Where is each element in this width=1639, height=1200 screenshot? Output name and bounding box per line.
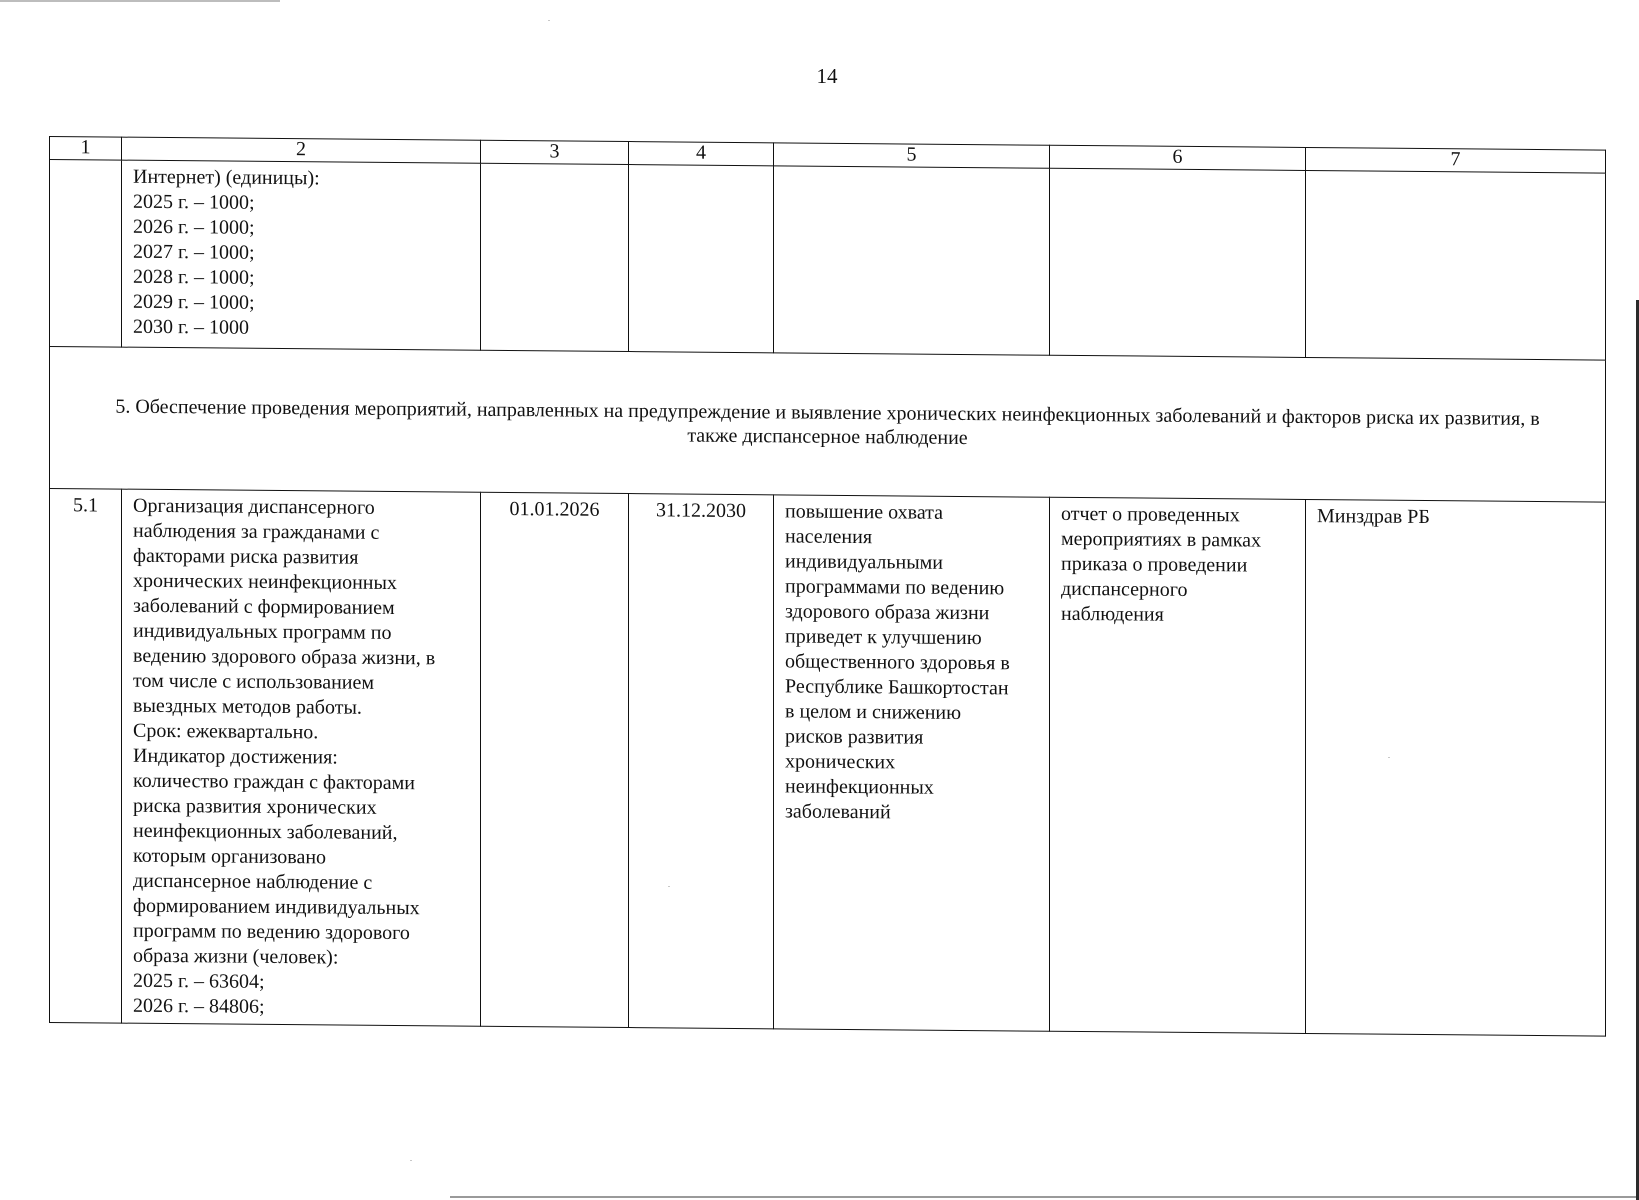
continuation-cell-result	[774, 166, 1050, 355]
continuation-cell-start	[481, 163, 629, 351]
start-date: 01.01.2026	[509, 498, 600, 521]
column-header: 3	[481, 140, 629, 164]
section-heading: 5. Обеспечение проведения мероприятий, направленных на предупреждение и выявление хронических неинфекционных заболеваний и факторов риска их развития, в также диспансерное наблюдение	[50, 347, 1606, 503]
section-heading-row	[50, 347, 1606, 503]
scan-edge-bottom	[450, 1196, 1639, 1198]
continuation-row	[50, 160, 1606, 361]
end-date: 31.12.2030	[656, 499, 746, 523]
plan-table	[49, 136, 1606, 1037]
column-header: 2	[122, 137, 481, 163]
end-date-cell	[629, 494, 774, 1029]
continuation-cell-number	[50, 160, 122, 348]
expected-result-cell	[774, 495, 1050, 1031]
column-header: 5	[774, 143, 1050, 168]
expected-result: повышение охвата населения индивидуальными программами по ведению здорового образа жизни приведет к улучшению общественного здоровья в Республике Башкортостан в целом и снижению рисков развития хронических неинфекционных заболеваний	[785, 500, 1010, 824]
row-number: 5.1	[73, 494, 98, 517]
report-form-cell	[1050, 497, 1306, 1033]
responsible-cell	[1306, 499, 1606, 1036]
report-form: отчет о проведенных мероприятиях в рамках приказа о проведении диспансерного наблюдения	[1061, 502, 1262, 626]
continuation-cell-report	[1050, 168, 1306, 357]
column-header: 6	[1050, 145, 1306, 170]
continuation-cell-responsible	[1306, 170, 1606, 360]
responsible-executor: Минздрав РБ	[1317, 505, 1430, 529]
continuation-cell-end	[629, 165, 774, 353]
scan-edge-top	[0, 0, 280, 2]
column-header: 1	[50, 137, 122, 161]
continuation-cell-description: Интернет) (единицы): 2025 г. – 1000; 2026 г. – 1000; 2027 г. – 1000; 2028 г. – 1000; 2029 г. – 1000; 2030 г. – 1000	[122, 160, 481, 350]
page-number: 14	[816, 64, 838, 88]
description-cell	[122, 489, 481, 1026]
column-header: 7	[1306, 147, 1606, 173]
scan-speck	[548, 20, 550, 21]
table-row	[50, 489, 1606, 1037]
start-date-cell	[481, 492, 629, 1027]
row-description: Организация диспансерного наблюдения за гражданами с факторами риска развития хронических неинфекционных заболеваний с формированием индивидуальных программ по ведению здорового образа жизни, в том числе с использованием выездных методов работы. Срок: ежеквартально. Индикатор достижения: количество граждан с факторами риска развития хронических неинфекционных заболеваний, которым организовано диспансерное наблюдение с формированием индивидуальных программ по ведению здорового образа жизни (человек): 2025 г. – 63604; 2026 г. – 84806;	[133, 494, 436, 1018]
column-header: 4	[629, 142, 774, 166]
row-number-cell	[50, 489, 122, 1024]
scan-speck	[410, 1160, 412, 1161]
